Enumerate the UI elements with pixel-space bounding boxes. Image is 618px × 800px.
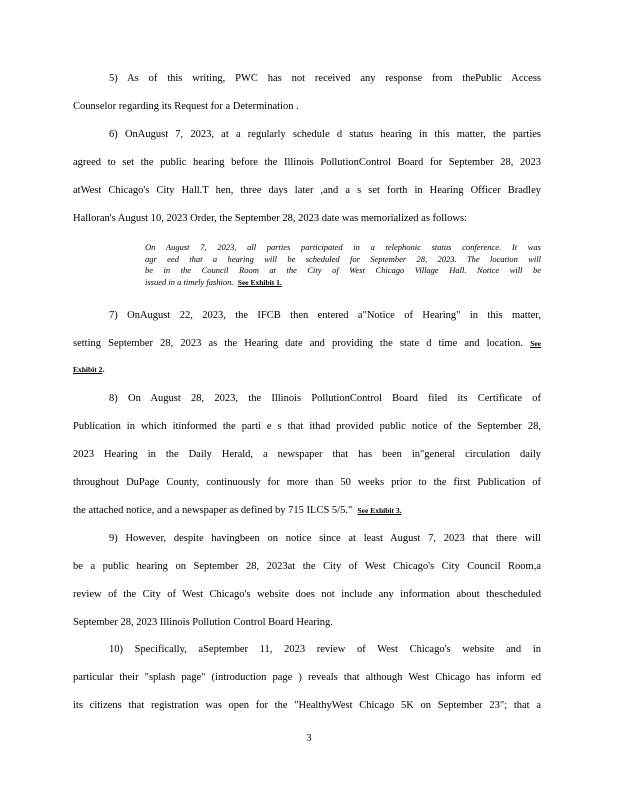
text-line: 10) Specifically, aSeptember 11, 2023 review of West Chicago's website and in	[109, 644, 541, 655]
text-line	[73, 330, 541, 358]
quote-line: On August 7, 2023, all parties participated in a telephonic status conference. It was	[145, 242, 541, 252]
text-line: throughout DuPage County, continuously for more than 50 weeks prior to the first Publication of	[73, 477, 541, 488]
text-line: 8) On August 28, 2023, the Illinois PollutionControl Board filed its Certificate of	[109, 393, 541, 404]
text-line: be a public hearing on September 28, 2023at the City of West Chicago's City Council Room,a	[73, 561, 541, 572]
quote-line	[145, 277, 541, 289]
text-line: review of the City of West Chicago's website does not include any information about thescheduled	[73, 589, 541, 600]
text-line: its citizens that registration was open for the "HealthyWest Chicago 5K on September 23"; that a	[73, 700, 541, 711]
paragraph-7	[73, 302, 541, 382]
text-line: Halloran's August 10, 2023 Order, the September 28, 2023 date was memorialized as follows:	[73, 213, 467, 224]
text-line: atWest Chicago's City Hall.T hen, three days later ,and a s set forth in Hearing Officer Bradley	[73, 185, 541, 196]
quote-line: be in the Council Room at the City of West Chicago Village Hall. Notice will be	[145, 265, 541, 275]
block-quote	[145, 242, 541, 288]
text-line: particular their "splash page" (introduction page ) reveals that although West Chicago has inform ed	[73, 672, 541, 683]
exhibit-2-reference-start: See	[530, 339, 541, 348]
quote-line: agr eed that a hearing will be scheduled for September 28, 2023. The location will	[145, 253, 541, 264]
text-line: 9) However, despite havingbeen on notice since at least August 7, 2023 that there will	[109, 533, 541, 544]
text-line: Publication in which itinformed the parti e s that ithad provided public notice of the September 28,	[73, 421, 541, 432]
quote-text: issued in a timely fashion.	[145, 276, 234, 287]
line-end: .	[102, 364, 106, 375]
text-line: Counselor regarding its Request for a Determination .	[73, 101, 299, 112]
line-text: the attached notice, and a newspaper as defined by 715 ILCS 5/5."	[73, 505, 353, 516]
exhibit-2-reference: Exhibit 2	[73, 365, 103, 374]
paragraph-10	[73, 636, 541, 720]
paragraph-9	[73, 525, 541, 637]
line-text: setting September 28, 2023 as the Hearing date and providing the state d time and location.	[73, 338, 524, 349]
text-line: 7) OnAugust 22, 2023, the IFCB then entered a"Notice of Hearing" in this matter,	[109, 310, 541, 321]
text-line: agreed to set the public hearing before the Illinois PollutionControl Board for September 28, 2023	[73, 157, 541, 168]
paragraph-8	[73, 385, 541, 525]
text-line: 5) As of this writing, PWC has not received any response from thePublic Access	[109, 73, 541, 84]
paragraph-6	[73, 121, 541, 233]
text-line	[73, 497, 541, 525]
paragraph-5	[73, 65, 541, 121]
exhibit-3-reference: See Exhibit 3.	[357, 506, 402, 515]
page-number: 3	[306, 733, 312, 744]
text-line: 2023 Hearing in the Daily Herald, a newspaper that has been in"general circulation daily	[73, 449, 541, 460]
text-line	[73, 358, 541, 382]
exhibit-1-reference: See Exhibit 1.	[237, 277, 282, 287]
text-line: 6) OnAugust 7, 2023, at a regularly schedule d status hearing in this matter, the parties	[109, 129, 541, 140]
text-line: September 28, 2023 Illinois Pollution Control Board Hearing.	[73, 617, 333, 628]
